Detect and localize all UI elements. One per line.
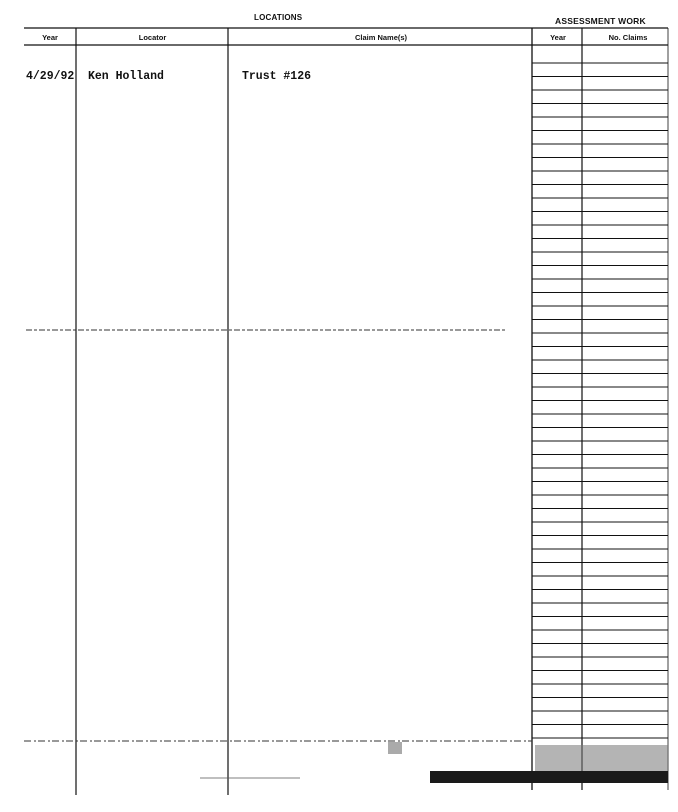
claim-names-column-header: Claim Name(s) — [354, 33, 408, 42]
scan-speck — [388, 742, 402, 754]
no-claims-column-header: No. Claims — [608, 33, 648, 42]
scan-artifacts — [200, 742, 668, 783]
scan-smudge-bar — [430, 771, 668, 783]
assessment-row-lines — [532, 63, 668, 738]
scan-smudge-block — [535, 745, 668, 771]
year-column-header: Year — [42, 33, 58, 42]
entry-locator: Ken Holland — [88, 70, 164, 83]
assessment-year-column-header: Year — [550, 33, 566, 42]
locator-column-header: Locator — [138, 33, 167, 42]
entry-claim-name: Trust #126 — [242, 70, 312, 83]
assessment-work-heading: ASSESSMENT WORK — [555, 16, 646, 26]
locations-heading: LOCATIONS — [254, 13, 303, 22]
entry-year: 4/29/92 — [26, 70, 75, 83]
